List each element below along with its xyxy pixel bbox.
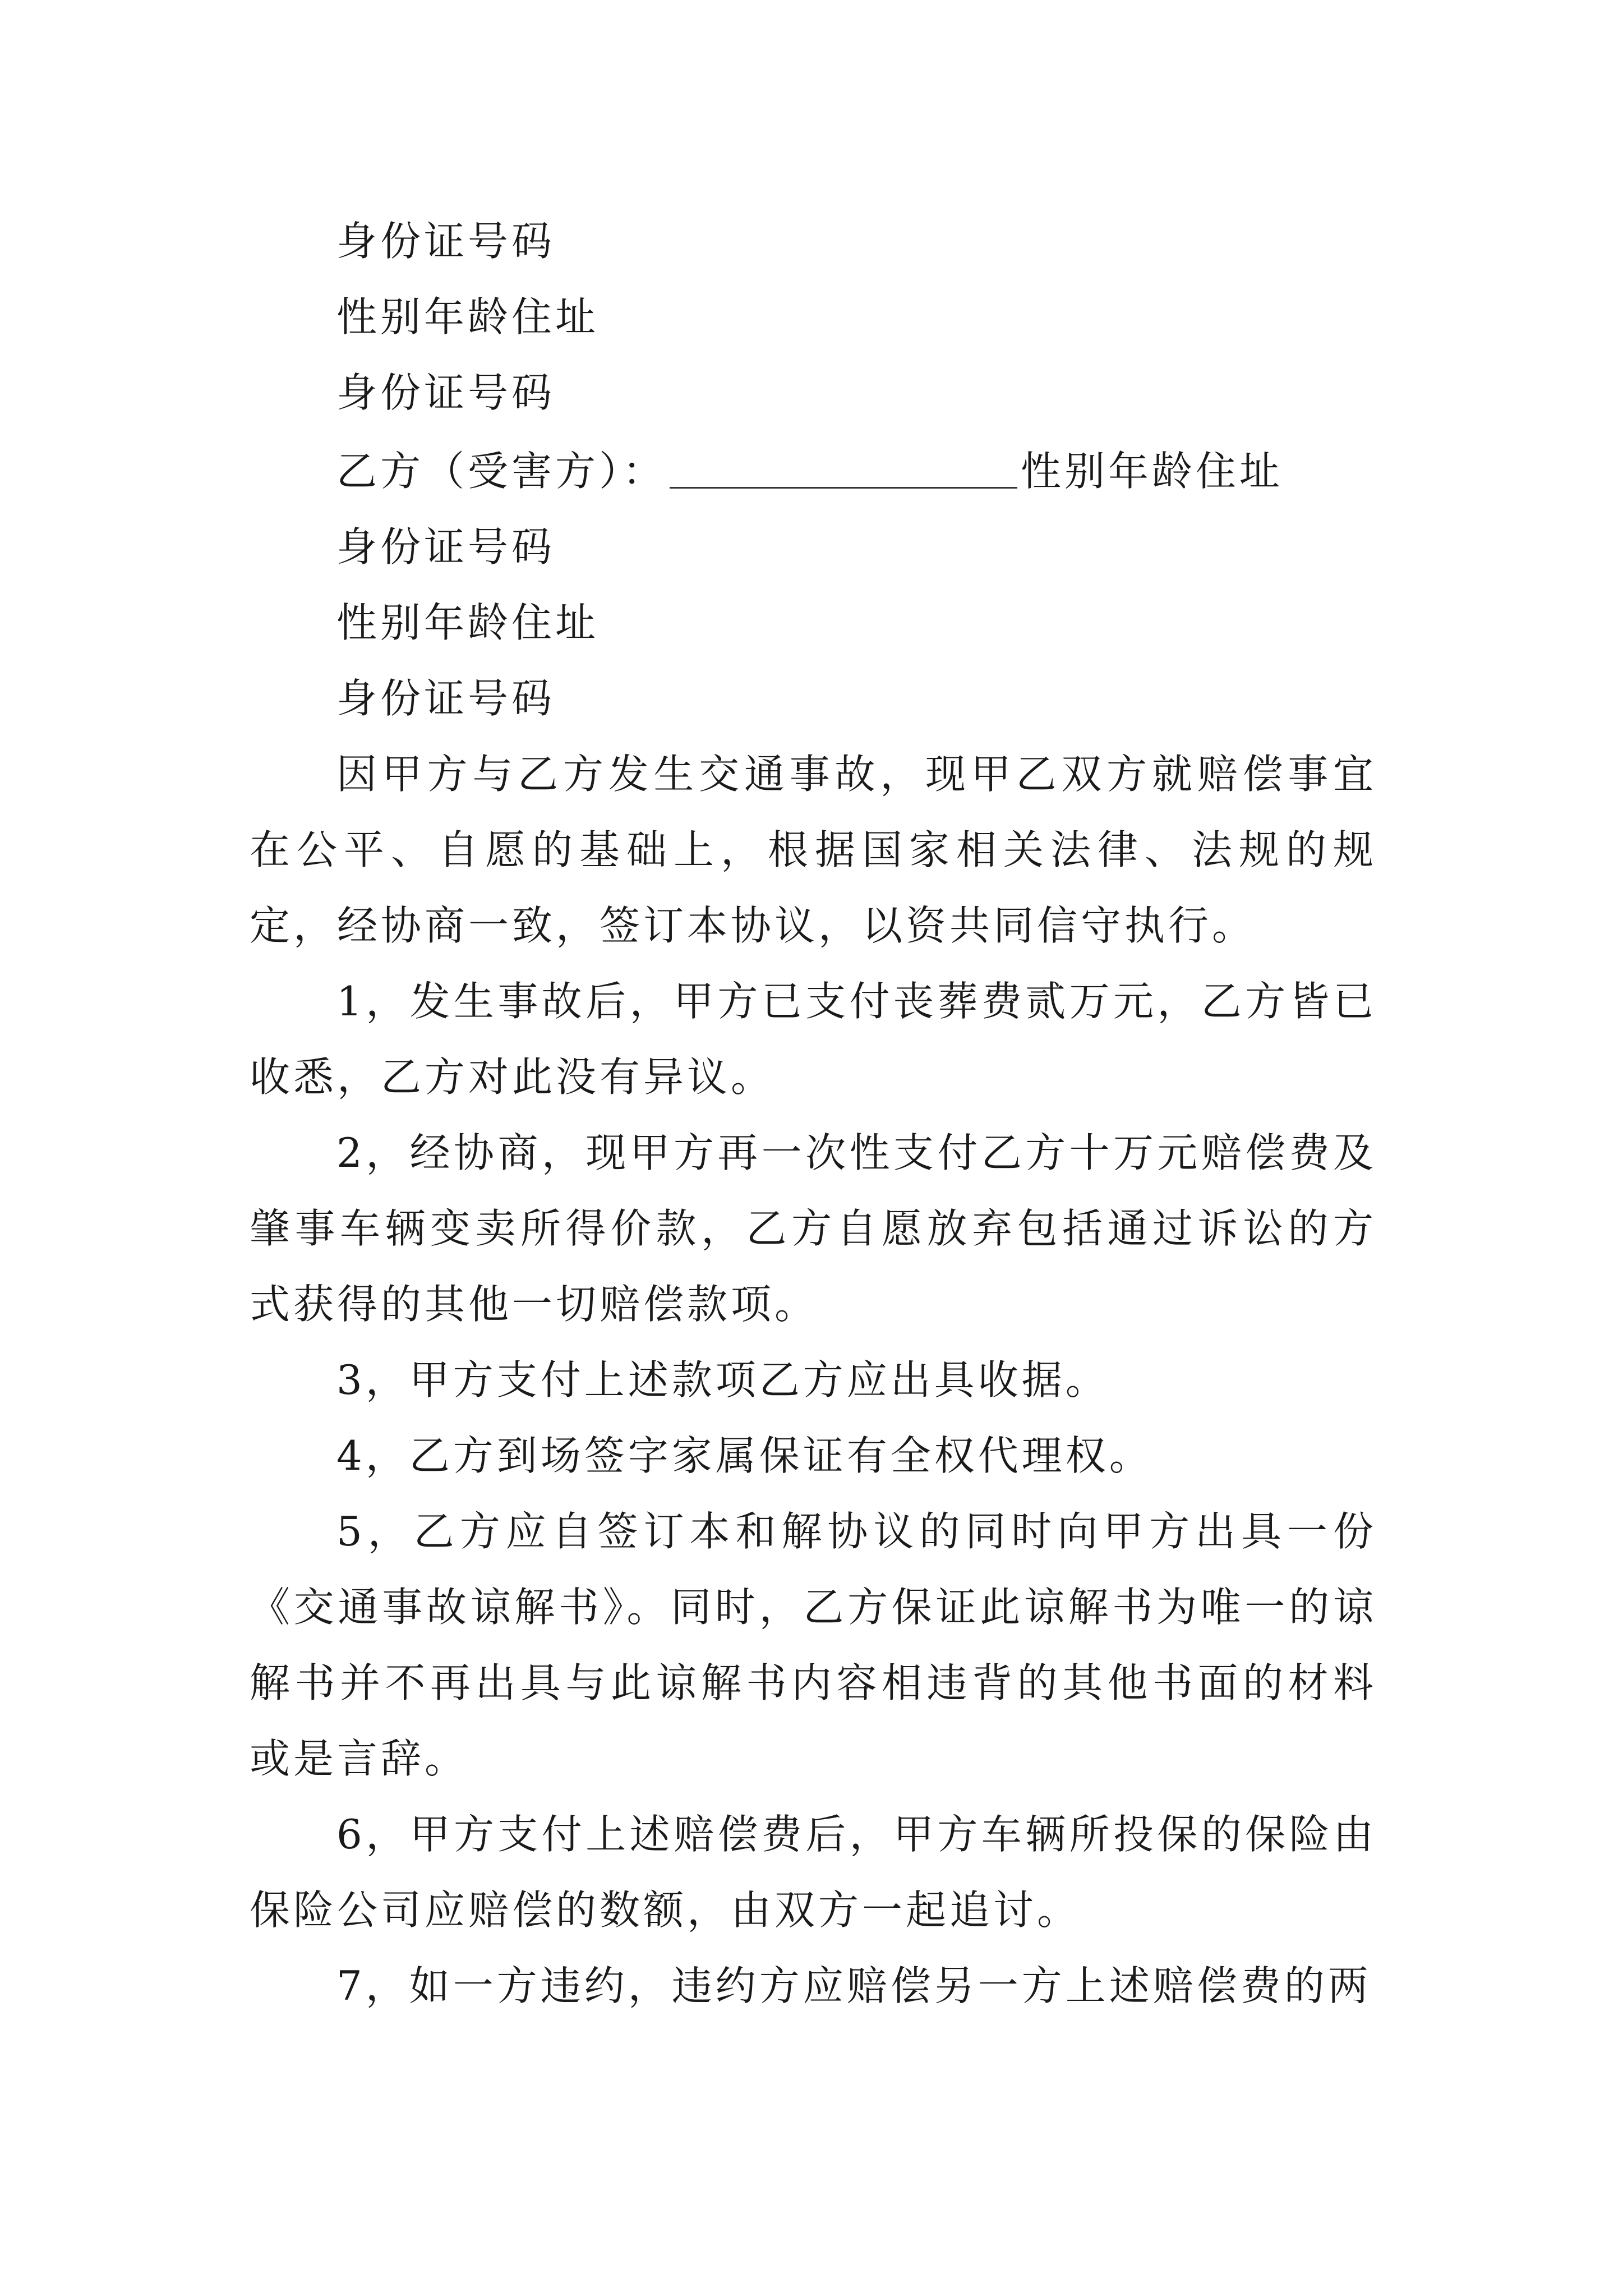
paragraph-clause-3: 3，甲方支付上述款项乙方应出具收据。 xyxy=(336,1356,1109,1404)
paragraph-clause-6: 6，甲方支付上述赔偿费后，甲方车辆所投保的保险由保险公司应赔偿的数额，由双方一起追讨。 xyxy=(250,1811,1377,1934)
party-b-line xyxy=(336,446,1283,496)
id-number-line-3: 身份证号码 xyxy=(336,523,556,570)
party-b-suffix: 性别年龄住址 xyxy=(1021,448,1284,495)
id-number-line-1: 身份证号码 xyxy=(336,218,556,265)
id-number-line-4: 身份证号码 xyxy=(336,675,556,722)
paragraph-clause-7: 7，如一方违约，违约方应赔偿另一方上述赔偿费的两 xyxy=(336,1962,1372,2009)
paragraph-clause-1: 1，发生事故后，甲方已支付丧葬费贰万元，乙方皆已收悉，乙方对此没有异议。 xyxy=(250,978,1377,1101)
id-number-line-2: 身份证号码 xyxy=(336,369,556,416)
party-b-label: 乙方（受害方）： xyxy=(336,448,667,495)
paragraph-intro: 因甲方与乙方发生交通事故，现甲乙双方就赔偿事宜在公平、自愿的基础上，根据国家相关法律、法规的规定，经协商一致，签订本协议，以资共同信守执行。 xyxy=(250,751,1377,949)
gender-age-address-line-1: 性别年龄住址 xyxy=(336,293,600,341)
gender-age-address-line-2: 性别年龄住址 xyxy=(336,599,600,646)
paragraph-clause-2: 2，经协商，现甲方再一次性支付乙方十万元赔偿费及肇事车辆变卖所得价款，乙方自愿放弃包括通过诉讼的方式获得的其他一切赔偿款项。 xyxy=(250,1129,1377,1328)
party-b-name-blank[interactable] xyxy=(670,448,1017,489)
paragraph-clause-5: 5，乙方应自签订本和解协议的同时向甲方出具一份《交通事故谅解书》。同时，乙方保证此谅解书为唯一的谅解书并不再出具与此谅解书内容相违背的其他书面的材料或是言辞。 xyxy=(250,1508,1377,1782)
paragraph-clause-4: 4，乙方到场签字家属保证有全权代理权。 xyxy=(336,1432,1153,1479)
